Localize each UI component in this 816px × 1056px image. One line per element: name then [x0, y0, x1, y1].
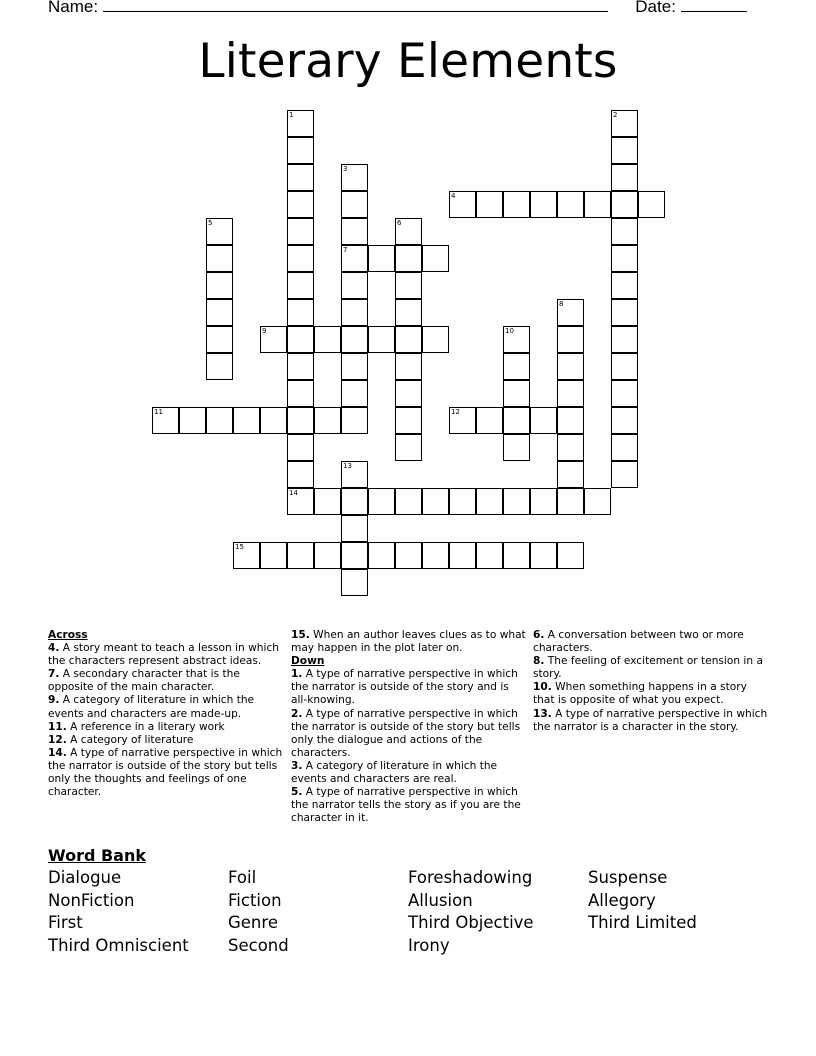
crossword-cell[interactable] [395, 353, 422, 380]
word-bank-word: Irony [408, 936, 450, 955]
word-bank-word: Allusion [408, 891, 473, 910]
crossword-cell[interactable] [503, 542, 530, 569]
crossword-cell[interactable] [287, 326, 314, 353]
crossword-cell[interactable] [314, 326, 341, 353]
crossword-cell[interactable] [395, 245, 422, 272]
crossword-cell[interactable] [287, 110, 314, 137]
clue-number: 3 [343, 165, 348, 173]
clue-number: 12 [451, 408, 460, 416]
crossword-cell[interactable] [368, 488, 395, 515]
crossword-cell[interactable] [395, 542, 422, 569]
crossword-cell[interactable] [206, 407, 233, 434]
crossword-cell[interactable] [287, 461, 314, 488]
crossword-cell[interactable] [368, 542, 395, 569]
crossword-cell[interactable] [395, 488, 422, 515]
crossword-cell[interactable] [287, 218, 314, 245]
clue-down-13: 13. A type of narrative perspective in which the narrator is a character in the story. [533, 707, 768, 733]
crossword-cell[interactable] [395, 272, 422, 299]
name-label: Name: [48, 0, 99, 16]
word-bank-word: Second [228, 936, 289, 955]
crossword-cell[interactable] [611, 461, 638, 488]
clue-down-5: 5. A type of narrative perspective in which the narrator tells the story as if you are the character in it. [291, 786, 521, 825]
crossword-cell[interactable] [287, 164, 314, 191]
crossword-cell[interactable] [206, 245, 233, 272]
crossword-cell[interactable] [341, 245, 368, 272]
crossword-cell[interactable] [341, 218, 368, 245]
crossword-cell[interactable] [557, 191, 584, 218]
clue-number: 8 [559, 300, 564, 308]
crossword-cell[interactable] [557, 461, 584, 488]
down-heading: Down [291, 655, 325, 668]
crossword-cell[interactable] [287, 380, 314, 407]
crossword-cell[interactable] [341, 353, 368, 380]
crossword-cell[interactable] [341, 299, 368, 326]
crossword-cell[interactable] [449, 407, 476, 434]
crossword-cell[interactable] [395, 407, 422, 434]
crossword-cell[interactable] [503, 407, 530, 434]
word-bank-word: Suspense [588, 868, 668, 887]
crossword-cell[interactable] [287, 353, 314, 380]
crossword-cell[interactable] [449, 488, 476, 515]
crossword-cell[interactable] [341, 164, 368, 191]
crossword-cell[interactable] [314, 488, 341, 515]
clue-number: 15 [235, 543, 244, 551]
clue-down-3: 3. A category of literature in which the events and characters are real. [291, 759, 498, 786]
word-bank-word: Third Omniscient [48, 936, 189, 955]
crossword-cell[interactable] [611, 137, 638, 164]
word-bank-word: Foil [228, 868, 257, 887]
crossword-cell[interactable] [557, 380, 584, 407]
clue-number: 10 [505, 327, 514, 335]
crossword-cell[interactable] [476, 407, 503, 434]
word-bank-word: Allegory [588, 891, 656, 910]
crossword-cell[interactable] [341, 542, 368, 569]
crossword-cell[interactable] [530, 407, 557, 434]
crossword-cell[interactable] [611, 299, 638, 326]
crossword-cell[interactable] [341, 380, 368, 407]
crossword-cell[interactable] [341, 461, 368, 488]
crossword-cell[interactable] [638, 191, 665, 218]
clue-number: 14 [289, 489, 298, 497]
crossword-cell[interactable] [503, 380, 530, 407]
crossword-cell[interactable] [341, 569, 368, 596]
crossword-cell[interactable] [449, 542, 476, 569]
word-bank-word: Fiction [228, 891, 282, 910]
crossword-cell[interactable] [557, 299, 584, 326]
crossword-cell[interactable] [422, 245, 449, 272]
crossword-cell[interactable] [476, 191, 503, 218]
crossword-cell[interactable] [611, 407, 638, 434]
crossword-cell[interactable] [611, 218, 638, 245]
crossword-cell[interactable] [557, 488, 584, 515]
crossword-cell[interactable] [422, 326, 449, 353]
crossword-cell[interactable] [611, 434, 638, 461]
clue-number: 9 [262, 327, 267, 335]
clue-across-12: 12. A category of literature [48, 733, 194, 746]
word-bank-word: Third Objective [408, 913, 534, 932]
clues-column-3 [533, 629, 769, 734]
crossword-cell[interactable] [611, 164, 638, 191]
word-bank-word: First [48, 913, 83, 932]
crossword-cell[interactable] [422, 488, 449, 515]
crossword-cell[interactable] [287, 434, 314, 461]
crossword-cell[interactable] [584, 191, 611, 218]
crossword-cell[interactable] [287, 137, 314, 164]
crossword-cell[interactable] [557, 353, 584, 380]
clue-number: 11 [154, 408, 163, 416]
crossword-cell[interactable] [422, 542, 449, 569]
crossword-cell[interactable] [179, 407, 206, 434]
clue-across-9: 9. A category of literature in which the events and characters are made-up. [48, 694, 255, 720]
crossword-cell[interactable] [503, 488, 530, 515]
crossword-cell[interactable] [287, 488, 314, 515]
crossword-cell[interactable] [557, 407, 584, 434]
across-heading: Across [48, 629, 88, 641]
crossword-cell[interactable] [368, 245, 395, 272]
crossword-cell[interactable] [395, 380, 422, 407]
crossword-cell[interactable] [341, 326, 368, 353]
crossword-cell[interactable] [287, 299, 314, 326]
crossword-cell[interactable] [233, 407, 260, 434]
crossword-cell[interactable] [530, 488, 557, 515]
clues-column-1 [48, 629, 284, 799]
crossword-cell[interactable] [476, 488, 503, 515]
crossword-cell[interactable] [287, 542, 314, 569]
clue-number: 1 [289, 111, 294, 119]
crossword-cell[interactable] [341, 191, 368, 218]
clue-down-6: 6. A conversation between two or more characters. [533, 629, 744, 655]
clue-across-4: 4. A story meant to teach a lesson in which the characters represent abstract ideas. [48, 642, 279, 668]
crossword-cell[interactable] [341, 272, 368, 299]
crossword-cell[interactable] [449, 191, 476, 218]
word-bank-word: NonFiction [48, 891, 135, 910]
word-bank-word: Genre [228, 913, 278, 932]
crossword-cell[interactable] [395, 299, 422, 326]
crossword-cell[interactable] [476, 542, 503, 569]
crossword-cell[interactable] [395, 326, 422, 353]
crossword-cell[interactable] [503, 353, 530, 380]
crossword-cell[interactable] [557, 542, 584, 569]
word-bank-word: Dialogue [48, 868, 122, 887]
crossword-cell[interactable] [233, 542, 260, 569]
crossword-cell[interactable] [206, 326, 233, 353]
crossword-cell[interactable] [530, 191, 557, 218]
crossword-cell[interactable] [503, 434, 530, 461]
word-bank-word: Third Limited [588, 913, 697, 932]
clue-down-2: 2. A type of narrative perspective in which the narrator is outside of the story but tells only the dialogue and actions of the characters. [291, 707, 521, 759]
word-bank-title: Word Bank [48, 846, 147, 865]
crossword-cell[interactable] [206, 272, 233, 299]
crossword-cell[interactable] [611, 380, 638, 407]
crossword-cell[interactable] [557, 326, 584, 353]
crossword-cell[interactable] [341, 515, 368, 542]
clue-across-15: 15. When an author leaves clues as to what may happen in the plot later on. [291, 629, 526, 655]
clue-down-10: 10. When something happens in a story that is opposite of what you expect. [533, 681, 747, 707]
crossword-cell[interactable] [611, 272, 638, 299]
crossword-cell[interactable] [260, 407, 287, 434]
page-title: Literary Elements [198, 34, 618, 89]
clue-across-11: 11. A reference in a literary work [48, 720, 225, 733]
clue-number: 7 [343, 246, 348, 254]
crossword-cell[interactable] [584, 488, 611, 515]
crossword-cell[interactable] [611, 353, 638, 380]
crossword-cell[interactable] [503, 326, 530, 353]
crossword-cell[interactable] [557, 434, 584, 461]
clue-across-14: 14. A type of narrative perspective in which the narrator is outside of the story but tells only the thoughts and feelings of one character. [48, 746, 283, 799]
crossword-cell[interactable] [395, 218, 422, 245]
crossword-cell[interactable] [206, 218, 233, 245]
crossword-cell[interactable] [287, 245, 314, 272]
crossword-cell[interactable] [152, 407, 179, 434]
clue-number: 6 [397, 219, 402, 227]
crossword-cell[interactable] [287, 272, 314, 299]
crossword-cell[interactable] [611, 191, 638, 218]
clue-across-7: 7. A secondary character that is the opposite of the main character. [48, 668, 240, 694]
crossword-cell[interactable] [314, 542, 341, 569]
crossword-cell[interactable] [530, 542, 557, 569]
crossword-cell[interactable] [395, 434, 422, 461]
crossword-cell[interactable] [611, 245, 638, 272]
crossword-cell[interactable] [341, 488, 368, 515]
clue-number: 2 [613, 111, 618, 119]
clue-down-1: 1. A type of narrative perspective in which the narrator is outside of the story and is all-knowing. [291, 668, 518, 707]
word-bank-word: Foreshadowing [408, 868, 533, 887]
crossword-cell[interactable] [260, 326, 287, 353]
crossword-cell[interactable] [341, 407, 368, 434]
clue-number: 5 [208, 219, 213, 227]
crossword-cell[interactable] [206, 299, 233, 326]
crossword-cell[interactable] [260, 542, 287, 569]
clues-column-2 [291, 629, 527, 825]
crossword-cell[interactable] [287, 191, 314, 218]
crossword-cell[interactable] [503, 191, 530, 218]
date-label: Date: [635, 0, 676, 16]
crossword-cell[interactable] [287, 407, 314, 434]
clue-down-8: 8. The feeling of excitement or tension in a story. [533, 655, 763, 681]
crossword-cell[interactable] [611, 110, 638, 137]
crossword-cell[interactable] [368, 326, 395, 353]
clue-number: 4 [451, 192, 456, 200]
crossword-cell[interactable] [314, 407, 341, 434]
clue-number: 13 [343, 462, 352, 470]
crossword-cell[interactable] [206, 353, 233, 380]
crossword-cell[interactable] [611, 326, 638, 353]
